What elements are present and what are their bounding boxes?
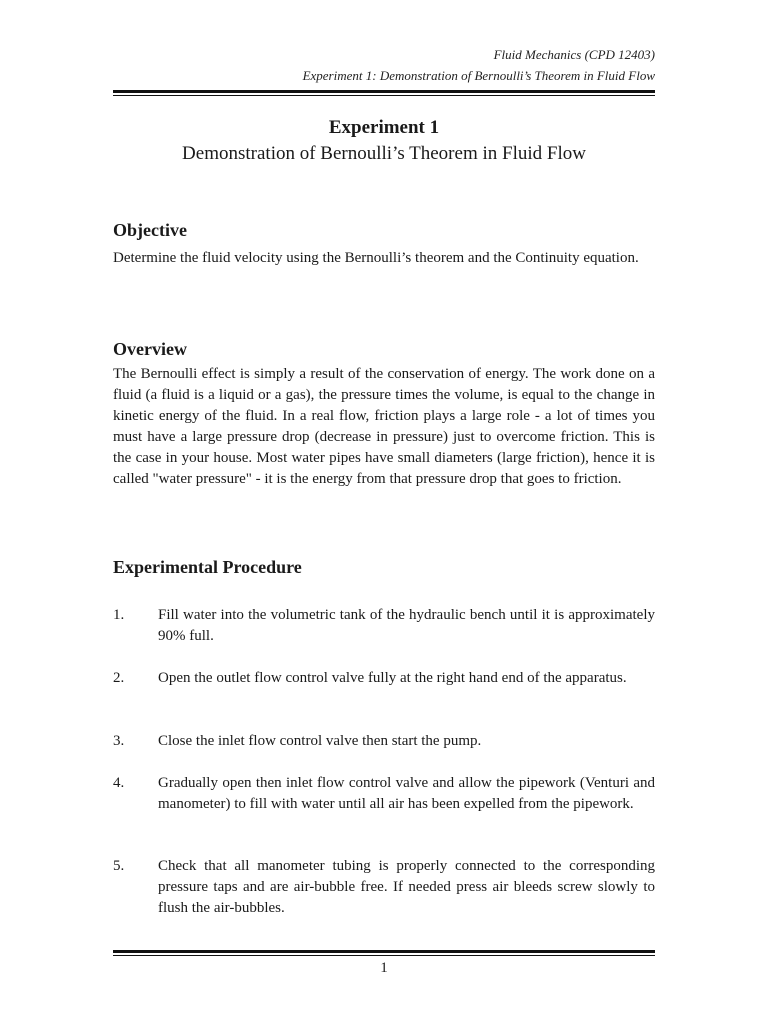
running-header xyxy=(303,44,655,86)
header-rule xyxy=(113,90,655,96)
page-number: 1 xyxy=(380,960,388,976)
step-text: Fill water into the volumetric tank of the hydraulic bench until it is approximately 90% full. xyxy=(158,607,655,644)
overview-text: The Bernoulli effect is simply a result of the conservation of energy. The work done on a fluid (a fluid is a liquid or a gas), the pressure times the volume, is equal to the change in kinetic energy of the fluid. In a real flow, friction plays a large role - a lot of times you must have a large pressure drop (decrease in pressure) just to overcome friction. This is the case in your house. Most water pipes have small diameters (large friction), hence it is called "water pressure" - it is the energy from that pressure drop that goes to friction. xyxy=(113,366,655,487)
step-text: Close the inlet flow control valve then start the pump. xyxy=(158,733,482,749)
step-number: 3. xyxy=(113,733,125,749)
overview-heading: Overview xyxy=(113,339,187,359)
procedure-step xyxy=(113,856,655,919)
step-number: 4. xyxy=(113,775,125,791)
step-text: Open the outlet flow control valve fully at the right hand end of the apparatus. xyxy=(158,670,627,686)
footer-rule xyxy=(113,950,655,956)
objective-heading: Objective xyxy=(113,220,187,240)
procedure-heading: Experimental Procedure xyxy=(113,557,302,577)
procedure-step xyxy=(113,605,655,647)
step-text: Check that all manometer tubing is properly connected to the corresponding pressure taps and are air-bubble free. If needed press air bleeds screw slowly to flush the air-bubbles. xyxy=(158,858,655,916)
step-text: Gradually open then inlet flow control valve and allow the pipework (Venturi and manometer) to fill with water until all air has been expelled from the pipework. xyxy=(158,775,655,812)
title-block xyxy=(113,115,655,167)
step-number: 2. xyxy=(113,670,125,686)
page-subtitle: Demonstration of Bernoulli’s Theorem in Fluid Flow xyxy=(182,143,586,164)
page-title: Experiment 1 xyxy=(328,117,440,138)
procedure-step xyxy=(113,731,655,752)
objective-text: Determine the fluid velocity using the Bernoulli’s theorem and the Continuity equation. xyxy=(113,250,639,266)
procedure-step xyxy=(113,773,655,815)
procedure-step xyxy=(113,668,655,689)
step-number: 5. xyxy=(113,858,125,874)
header-course: Fluid Mechanics (CPD 12403) xyxy=(493,47,655,62)
header-experiment: Experiment 1: Demonstration of Bernoulli’s Theorem in Fluid Flow xyxy=(302,68,655,83)
step-number: 1. xyxy=(113,607,125,623)
